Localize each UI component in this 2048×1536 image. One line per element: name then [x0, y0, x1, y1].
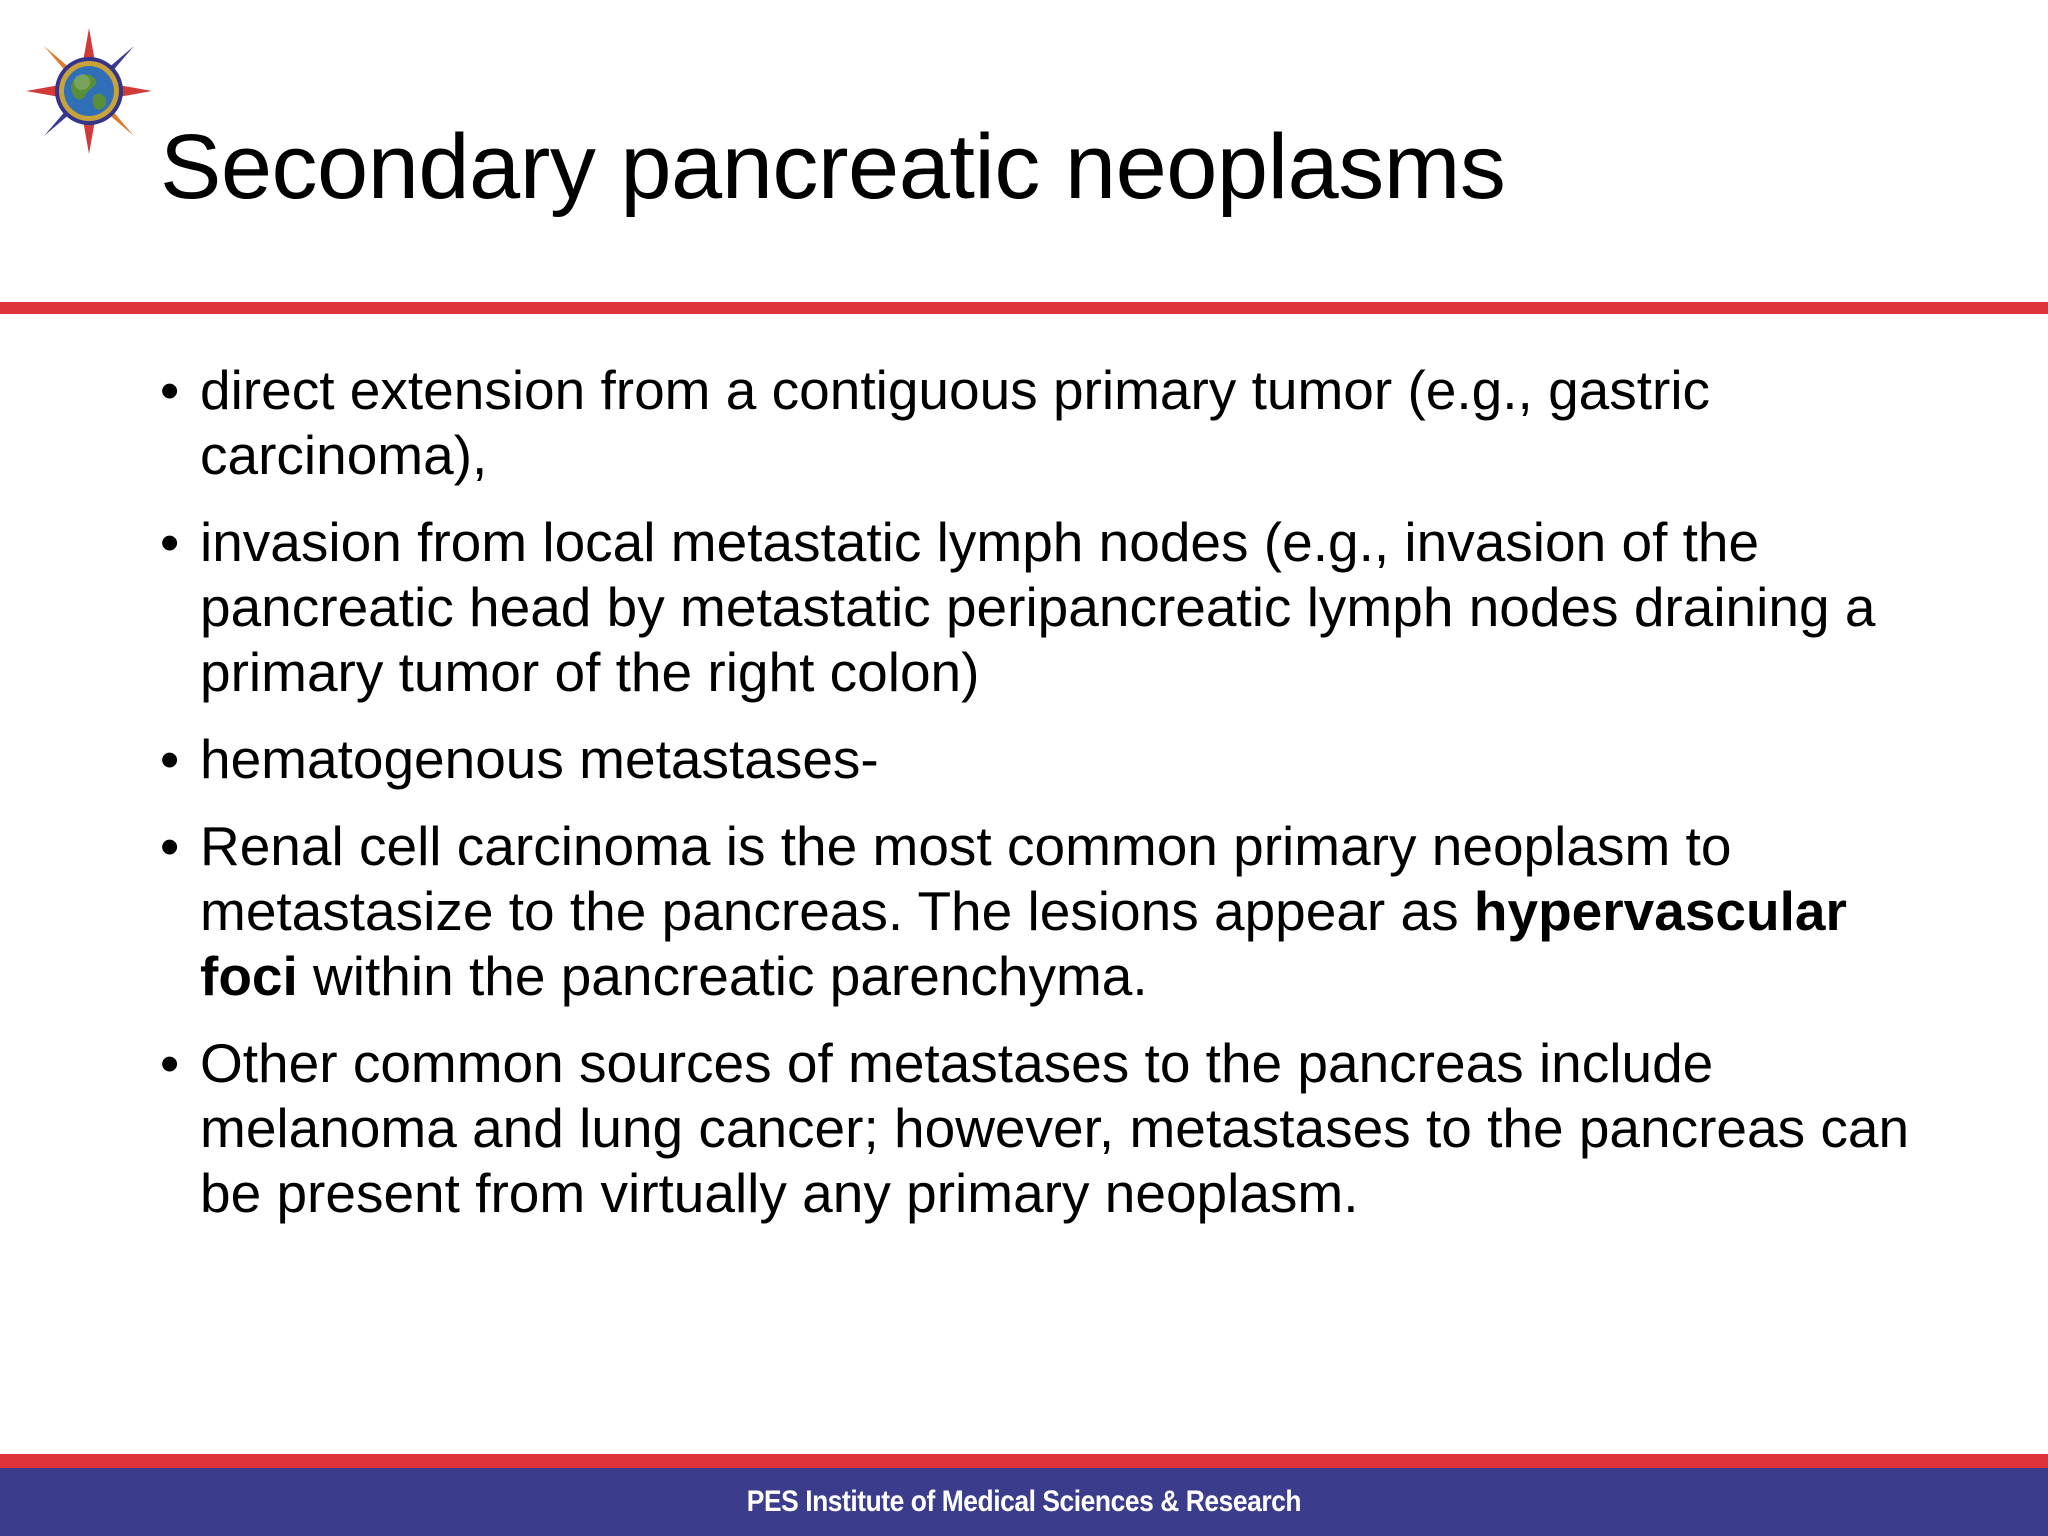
- bullet-text: direct extension from a contiguous primary tumor (e.g., gastric carcinoma),: [200, 359, 1711, 486]
- compass-globe-icon: [26, 28, 152, 154]
- bullet-text: invasion from local metastatic lymph nodes (e.g., invasion of the pancreatic head by metastatic peripancreatic lymph nodes draining a primary tumor of the right colon): [200, 511, 1876, 703]
- list-item: [160, 1031, 1940, 1226]
- list-item: [160, 727, 1940, 792]
- list-item: [160, 510, 1940, 705]
- list-item: [160, 814, 1940, 1009]
- bullet-dot: •: [160, 359, 180, 421]
- footer-divider: [0, 1454, 2048, 1468]
- slide-title: Secondary pancreatic neoplasms: [160, 116, 1506, 218]
- bullet-text: hematogenous metastases-: [200, 728, 879, 790]
- list-item: [160, 358, 1940, 488]
- bullet-dot: •: [160, 511, 180, 573]
- bullet-list: [160, 358, 1940, 1248]
- bullet-text-after: within the pancreatic parenchyma.: [297, 945, 1148, 1007]
- bullet-text: Other common sources of metastases to the pancreas include melanoma and lung cancer; however, metastases to the pancreas can be present from virtually any primary neoplasm.: [200, 1032, 1910, 1224]
- title-divider: [0, 302, 2048, 314]
- footer-bar: [0, 1468, 2048, 1536]
- footer-institution: PES Institute of Medical Sciences & Research: [746, 1485, 1302, 1518]
- bullet-dot: •: [160, 728, 180, 790]
- bullet-text-before: Renal cell carcinoma is the most common primary neoplasm to metastasize to the pancreas. The lesions appear as: [200, 815, 1732, 942]
- bullet-emphasis: hypervascular foci: [200, 880, 1847, 1007]
- bullet-dot: •: [160, 1032, 180, 1094]
- bullet-dot: •: [160, 815, 180, 877]
